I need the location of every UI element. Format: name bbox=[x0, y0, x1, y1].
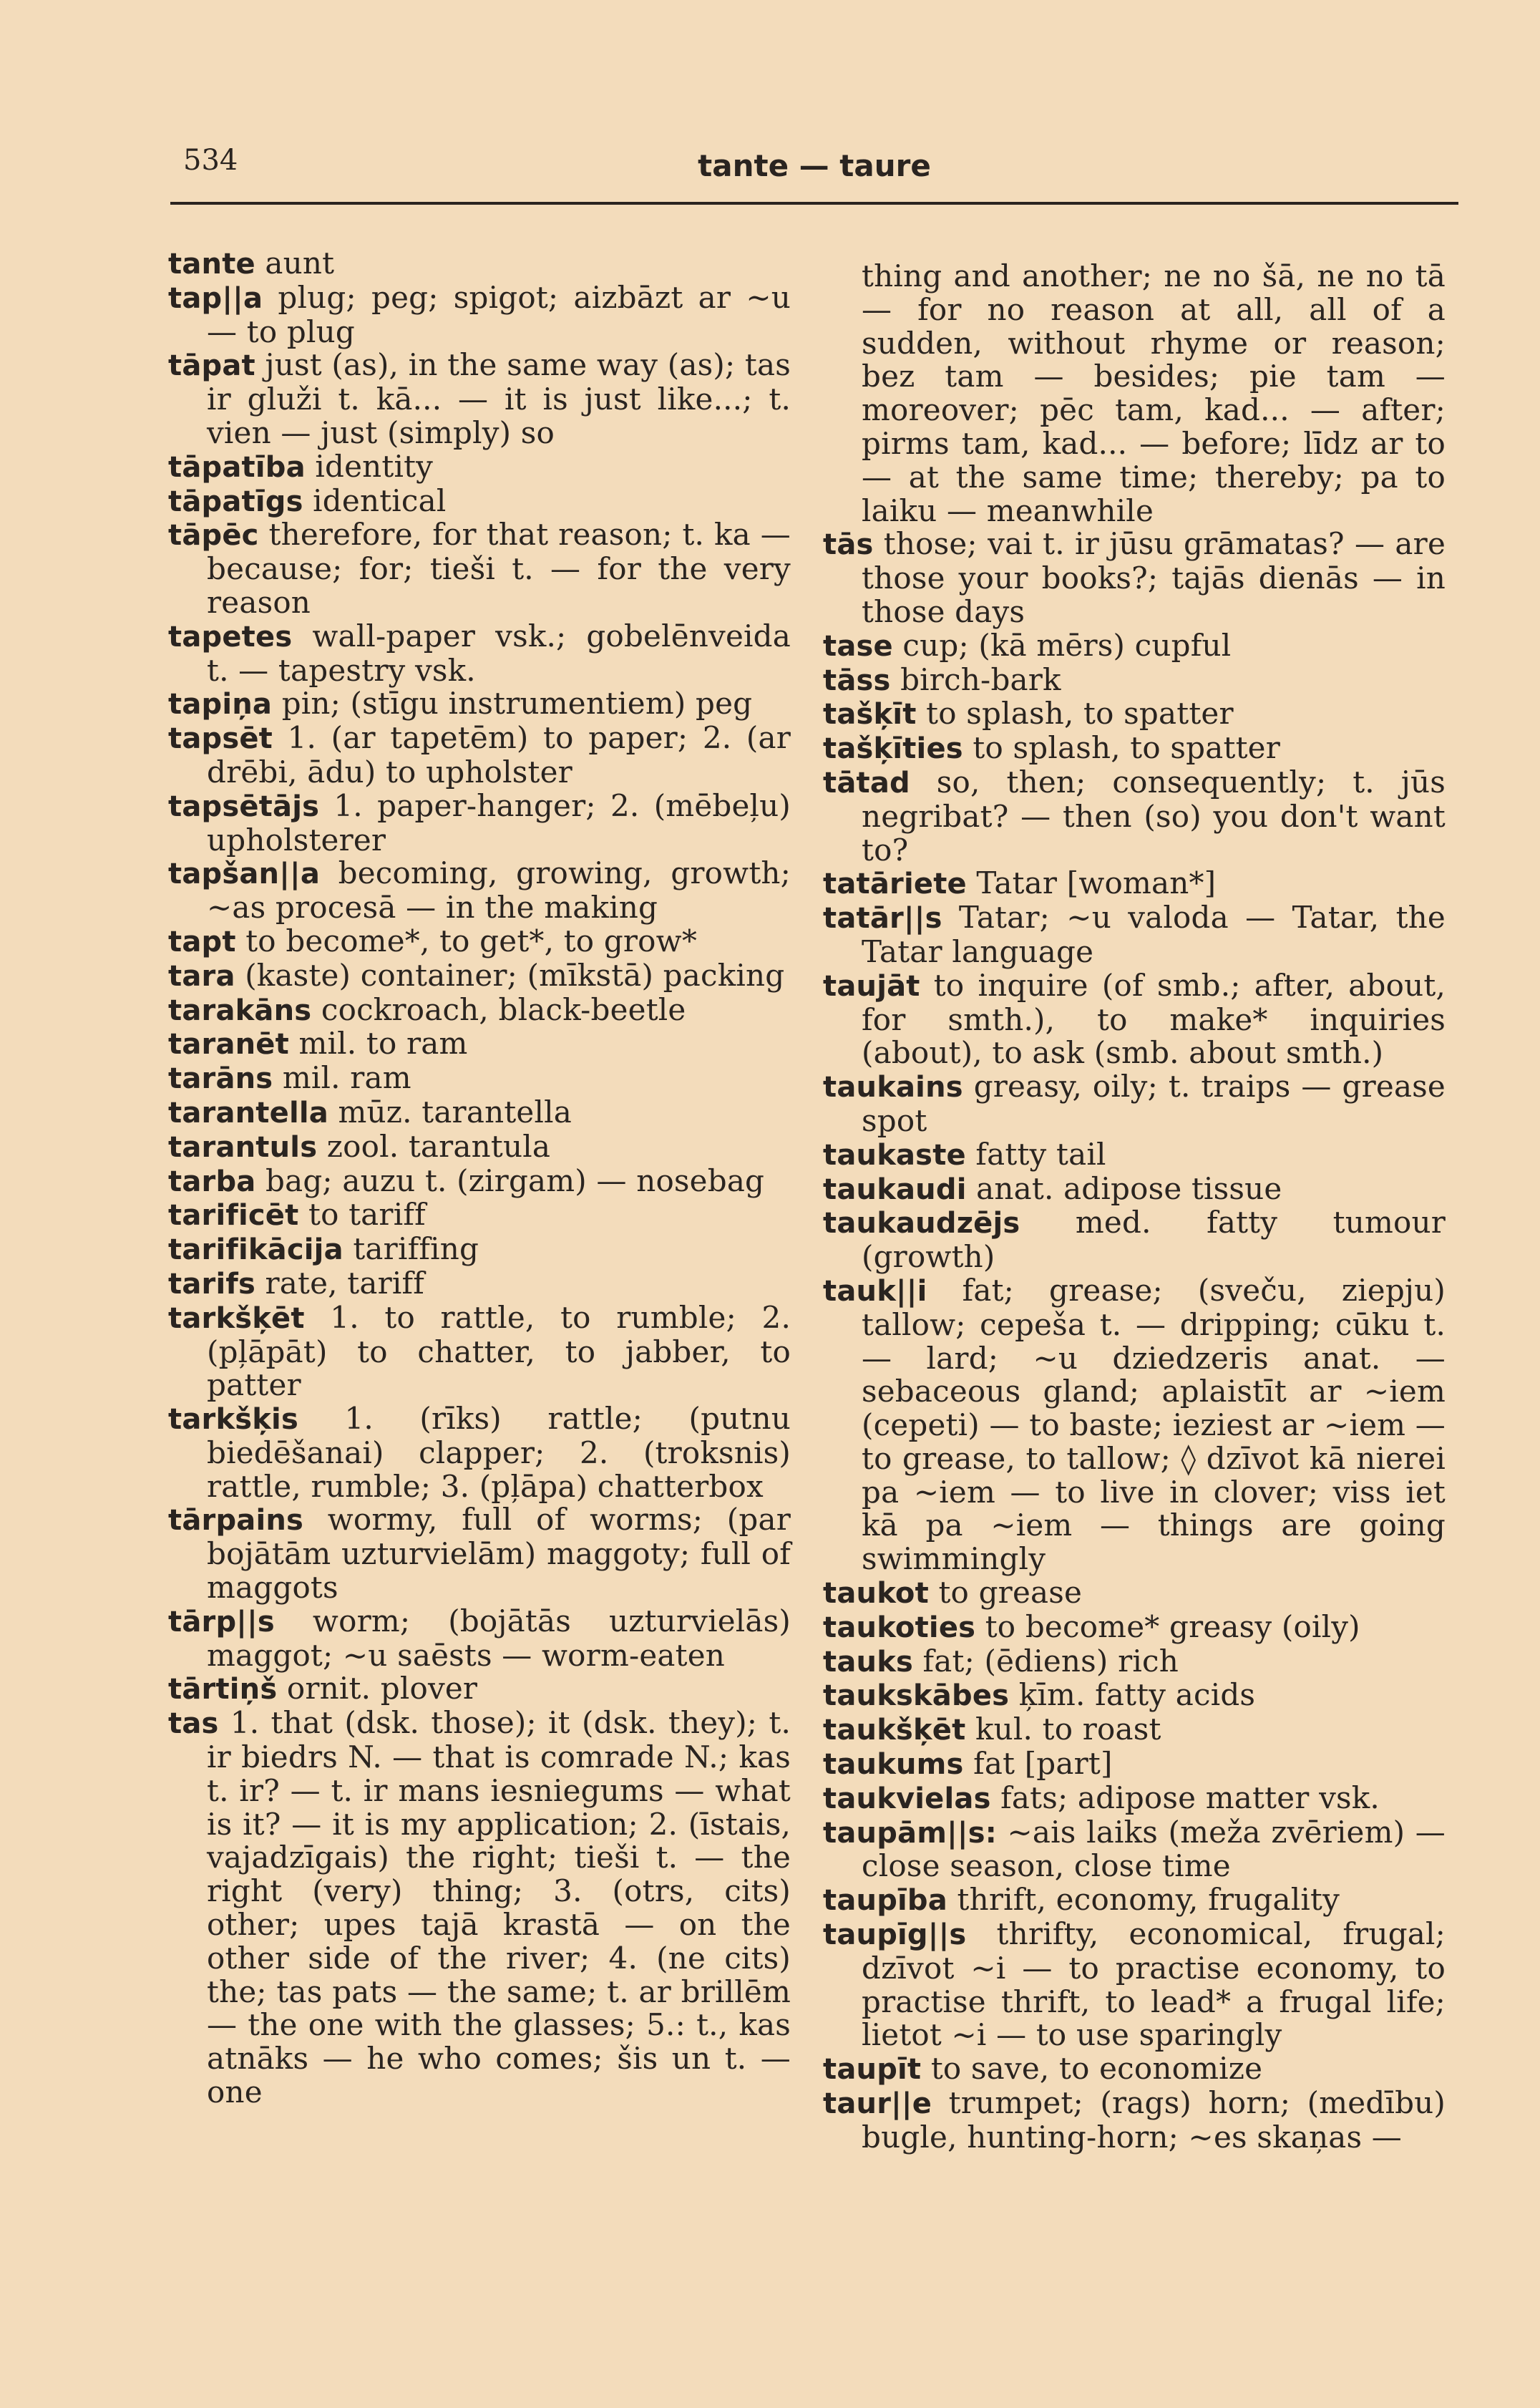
entry-definition: those; vai t. ir jūsu grāmatas? — are those your books?; tajās dienās — in those days bbox=[862, 526, 1446, 629]
dictionary-entry bbox=[823, 1679, 1446, 1713]
entry-definition: Tatar [woman*] bbox=[966, 865, 1217, 901]
entry-headword: tašķīties bbox=[823, 732, 963, 766]
dictionary-entry bbox=[168, 1198, 791, 1233]
dictionary-entry bbox=[823, 1206, 1446, 1274]
entry-headword: tase bbox=[823, 629, 893, 663]
dictionary-entry bbox=[168, 722, 791, 790]
entry-definition: fats; adipose matter vsk. bbox=[990, 1780, 1380, 1815]
entry-headword: tāpatīgs bbox=[168, 485, 303, 518]
dictionary-entry bbox=[168, 1267, 791, 1301]
dictionary-entry bbox=[168, 1162, 791, 1199]
entry-headword: tāpat bbox=[168, 349, 255, 383]
entry-headword: tarba bbox=[168, 1165, 256, 1198]
entry-headword: tašķīt bbox=[823, 698, 917, 732]
entry-headword: tatār||s bbox=[823, 902, 942, 936]
entry-headword: tarificēt bbox=[168, 1199, 299, 1233]
entry-definition: becoming, growing, growth; ~as procesā — in the making bbox=[207, 855, 791, 926]
entry-headword: taupīg||s bbox=[823, 1918, 967, 1952]
entry-headword: tārtiņš bbox=[168, 1673, 278, 1707]
entry-headword: tapšan||a bbox=[168, 858, 321, 891]
dictionary-entry bbox=[823, 1918, 1446, 2052]
entry-definition: fat; (ēdiens) rich bbox=[913, 1643, 1179, 1679]
entry-headword: taupām||s: bbox=[823, 1816, 997, 1850]
entry-headword: tāss bbox=[823, 664, 891, 697]
dictionary-entry bbox=[823, 766, 1446, 867]
entry-definition: med. fatty tumour (growth) bbox=[862, 1205, 1446, 1275]
entry-definition: to become* greasy (oily) bbox=[975, 1608, 1360, 1644]
entry-definition: fat; grease; (sveču, ziepju) tallow; cepeša t. — dripping; cūku t. — lard; ~u dziedzeris anat. — sebaceous gland; aplaistīt ar ~iem (cepeti) — to baste; ieziest ar ~iem — to grease, to tallow; ◊ dzīvot kā nierei pa ~iem — to live in clover; viss iet kā pa ~iem — things are going swimmingly bbox=[862, 1272, 1446, 1577]
dictionary-entry bbox=[168, 1096, 791, 1130]
dictionary-entry bbox=[823, 1883, 1446, 1918]
dictionary-entry bbox=[823, 260, 1446, 528]
entry-definition: 1. (ar tapetēm) to paper; 2. (ar drēbi, ādu) to upholster bbox=[207, 720, 791, 790]
dictionary-entry bbox=[823, 1782, 1446, 1816]
entry-definition: pin; (stīgu instrumentiem) peg bbox=[272, 686, 753, 722]
entry-definition: so, then; consequently; t. jūs negribat? — then (so) you don't want to? bbox=[862, 764, 1446, 868]
dictionary-entry bbox=[823, 901, 1446, 969]
entry-definition: wall-paper vsk.; gobelēnveida t. — tapestry vsk. bbox=[207, 618, 791, 688]
entry-definition: 1. to rattle, to rumble; 2. (pļāpāt) to chatter, to jabber, to patter bbox=[207, 1299, 791, 1403]
dictionary-entry bbox=[823, 1747, 1446, 1782]
entry-definition: ornit. plover bbox=[277, 1671, 478, 1707]
entry-headword: taujāt bbox=[823, 969, 920, 1003]
dictionary-entry bbox=[168, 1402, 791, 1503]
entry-definition: cup; (kā mērs) cupful bbox=[892, 627, 1232, 663]
entry-definition: to grease bbox=[928, 1575, 1083, 1611]
dictionary-entry bbox=[823, 1816, 1446, 1884]
dictionary-entry bbox=[168, 281, 791, 349]
entry-headword: taupība bbox=[823, 1884, 947, 1918]
entry-definition: anat. adipose tissue bbox=[966, 1170, 1282, 1206]
entry-headword: taupīt bbox=[823, 2053, 922, 2087]
entry-definition: rate, tariff bbox=[255, 1265, 424, 1301]
dictionary-entry bbox=[168, 1707, 791, 2110]
entry-definition: (kaste) container; (mīkstā) packing bbox=[235, 957, 785, 993]
dictionary-entry bbox=[168, 959, 791, 994]
entry-headword: tāpatība bbox=[168, 450, 306, 484]
dictionary-entry bbox=[168, 450, 791, 485]
dictionary-entry bbox=[168, 518, 791, 619]
entry-headword: tarkšķis bbox=[168, 1403, 298, 1437]
dictionary-entry bbox=[168, 1503, 791, 1604]
entry-definition: to save, to economize bbox=[921, 2051, 1263, 2087]
entry-definition: to splash, to spatter bbox=[916, 696, 1234, 732]
left-column bbox=[168, 247, 791, 2110]
entry-definition: plug; peg; spigot; aizbāzt ar ~u — to plug bbox=[207, 279, 791, 349]
dictionary-entry bbox=[823, 697, 1446, 732]
dictionary-entry bbox=[823, 1576, 1446, 1611]
dictionary-entry bbox=[823, 1608, 1446, 1645]
dictionary-entry bbox=[823, 1713, 1446, 1747]
entry-headword: tas bbox=[168, 1707, 219, 1741]
dictionary-entry bbox=[168, 991, 791, 1028]
dictionary-entry bbox=[823, 867, 1446, 901]
entry-definition: fatty tail bbox=[965, 1136, 1106, 1172]
dictionary-entry bbox=[823, 1274, 1446, 1576]
entry-headword: taukot bbox=[823, 1577, 929, 1611]
entry-headword: tapiņa bbox=[168, 688, 273, 722]
entry-headword: tapsētājs bbox=[168, 790, 320, 823]
entry-definition: to become*, to get*, to grow* bbox=[235, 923, 698, 958]
dictionary-entry bbox=[823, 661, 1446, 698]
dictionary-entry bbox=[168, 482, 791, 519]
dictionary-entry bbox=[168, 349, 791, 450]
page-header bbox=[170, 132, 1458, 197]
entry-definition: mil. to ram bbox=[288, 1026, 468, 1062]
entry-definition: tariffing bbox=[343, 1231, 479, 1267]
dictionary-entry bbox=[168, 687, 791, 722]
dictionary-entry bbox=[823, 629, 1446, 664]
entry-definition: to splash, to spatter bbox=[962, 730, 1280, 766]
entry-definition: kul. to roast bbox=[965, 1712, 1161, 1747]
entry-definition: aunt bbox=[255, 246, 335, 281]
entry-headword: tārp||s bbox=[168, 1605, 275, 1638]
page-number: 534 bbox=[183, 144, 238, 177]
entry-definition: birch-bark bbox=[890, 661, 1061, 697]
dictionary-entry bbox=[823, 1170, 1446, 1207]
entry-definition: 1. paper-hanger; 2. (mēbeļu) upholsterer bbox=[207, 787, 791, 858]
entry-headword: tap||a bbox=[168, 281, 263, 315]
entry-headword: tauk||i bbox=[823, 1274, 927, 1308]
dictionary-entry bbox=[168, 1027, 791, 1062]
entry-headword: tarantuls bbox=[168, 1130, 318, 1164]
entry-definition: just (as), in the same way (as); tas ir gluži t. kā... — it is just like...; t. vien — just (simply) so bbox=[207, 347, 791, 450]
entry-headword: taukskābes bbox=[823, 1679, 1010, 1713]
entry-headword: tarkšķēt bbox=[168, 1301, 305, 1335]
entry-headword: tapt bbox=[168, 925, 236, 958]
entry-headword: tarifikācija bbox=[168, 1233, 343, 1267]
dictionary-entry bbox=[168, 1233, 791, 1267]
entry-definition: ~ais laiks (meža zvēriem) — close season, close time bbox=[862, 1814, 1446, 1884]
entry-headword: tapsēt bbox=[168, 722, 273, 756]
entry-headword: tās bbox=[823, 528, 874, 562]
entry-headword: taukaudi bbox=[823, 1173, 967, 1206]
dictionary-entry bbox=[168, 247, 791, 281]
dictionary-entry bbox=[168, 787, 791, 858]
dictionary-entry bbox=[168, 925, 791, 959]
entry-headword: tara bbox=[168, 959, 235, 993]
dictionary-entry bbox=[823, 528, 1446, 628]
entry-definition: identical bbox=[303, 482, 447, 518]
entry-headword: tāpēc bbox=[168, 519, 259, 553]
entry-definition: 1. that (dsk. those); it (dsk. they); t. ir biedrs N. — that is comrade N.; kas t. ir? — t. ir mans iesniegums — what is it? — it is my application; 2. (īstais, vajadzīgais) the right; tieši t. — the right (very) thing; 3. (otrs, cits) other; upes tajā krastā — on the other side of the river; 4. (ne cits) the; tas pats — the same; t. ar brillēm — the one with the glasses; 5.: t., kas atnāks — he who comes; šis un t. — one bbox=[207, 1705, 791, 2110]
entry-definition: ķīm. fatty acids bbox=[1009, 1677, 1256, 1713]
entry-definition: identity bbox=[305, 448, 434, 484]
header-rule bbox=[170, 202, 1458, 205]
entry-definition: therefore, for that reason; t. ka — because; for; tieši t. — for the very reason bbox=[207, 517, 791, 620]
entry-headword: tarakāns bbox=[168, 994, 312, 1027]
running-head: tante — taure bbox=[698, 148, 931, 183]
entry-headword: taukoties bbox=[823, 1611, 976, 1644]
entry-headword: taukains bbox=[823, 1071, 963, 1105]
entry-definition: thrift, economy, frugality bbox=[947, 1882, 1340, 1918]
entry-headword: tārpains bbox=[168, 1504, 304, 1538]
entry-definition: 1. (rīks) rattle; (putnu biedēšanai) clapper; 2. (troksnis) rattle, rumble; 3. (pļāpa) chatterbox bbox=[207, 1401, 791, 1504]
entry-headword: taur||e bbox=[823, 2087, 932, 2121]
entry-definition: mūz. tarantella bbox=[328, 1094, 572, 1130]
entry-headword: tapetes bbox=[168, 620, 293, 654]
entry-headword: tante bbox=[168, 248, 255, 281]
dictionary-entry bbox=[823, 2052, 1446, 2087]
right-column bbox=[823, 260, 1446, 2155]
dictionary-entry bbox=[823, 732, 1446, 766]
dictionary-entry bbox=[823, 969, 1446, 1070]
entry-definition: fat [part] bbox=[963, 1746, 1113, 1782]
entry-headword: taranēt bbox=[168, 1028, 289, 1062]
entry-definition: to inquire (of smb.; after, about, for smth.), to make* inquiries (about), to ask (smb. about smth.) bbox=[862, 967, 1446, 1071]
dictionary-entry bbox=[168, 1301, 791, 1402]
dictionary-entry bbox=[168, 1605, 791, 1673]
dictionary-entry bbox=[168, 1672, 791, 1707]
entry-headword: tauks bbox=[823, 1645, 913, 1679]
dictionary-entry bbox=[823, 2087, 1446, 2155]
dictionary-entry bbox=[823, 1138, 1446, 1173]
entry-headword: taukums bbox=[823, 1748, 964, 1782]
entry-headword: taukšķēt bbox=[823, 1714, 966, 1747]
entry-definition: trumpet; (rags) horn; (medību) bugle, hunting-horn; ~es skaņas — bbox=[862, 2085, 1446, 2155]
entry-definition: cockroach, black-beetle bbox=[311, 991, 686, 1027]
entry-definition: zool. tarantula bbox=[317, 1128, 551, 1164]
entry-definition: wormy, full of worms; (par bojātām uzturvielām) maggoty; full of maggots bbox=[207, 1502, 791, 1606]
entry-headword: tarifs bbox=[168, 1267, 255, 1301]
entry-headword: tarāns bbox=[168, 1062, 273, 1096]
entry-definition: Tatar; ~u valoda — Tatar, the Tatar language bbox=[862, 900, 1446, 969]
dictionary-entry bbox=[168, 1062, 791, 1096]
entry-headword: tarantella bbox=[168, 1096, 328, 1130]
entry-definition: thing and another; ne no šā, ne no tā — for no reason at all, all of a sudden, without rhyme or reason; bez tam — besides; pie tam — moreover; pēc tam, kad... — after; pirms tam, kad... — before; līdz ar to — at the same time; thereby; pa to laiku — meanwhile bbox=[862, 258, 1446, 528]
entry-headword: tātad bbox=[823, 766, 910, 800]
entry-headword: taukvielas bbox=[823, 1782, 991, 1815]
dictionary-entry bbox=[168, 620, 791, 688]
entry-headword: tatāriete bbox=[823, 868, 967, 901]
dictionary-entry bbox=[168, 857, 791, 925]
entry-definition: to tariff bbox=[298, 1197, 426, 1233]
entry-headword: taukaudzējs bbox=[823, 1207, 1020, 1241]
entry-definition: mil. ram bbox=[273, 1060, 411, 1096]
entry-definition: thrifty, economical, frugal; dzīvot ~i — to practise economy, to practise thrift, to lead* a frugal life; lietot ~i — to use sparingly bbox=[862, 1916, 1446, 2053]
entry-definition: bag; auzu t. (zirgam) — nosebag bbox=[255, 1162, 765, 1198]
dictionary-entry bbox=[823, 1070, 1446, 1138]
entry-definition: greasy, oily; t. traips — grease spot bbox=[862, 1069, 1446, 1138]
entry-headword: taukaste bbox=[823, 1138, 966, 1172]
dictionary-entry bbox=[168, 1130, 791, 1165]
entry-definition: worm; (bojātās uzturvielās) maggot; ~u saēsts — worm-eaten bbox=[207, 1603, 791, 1673]
dictionary-entry bbox=[823, 1645, 1446, 1679]
